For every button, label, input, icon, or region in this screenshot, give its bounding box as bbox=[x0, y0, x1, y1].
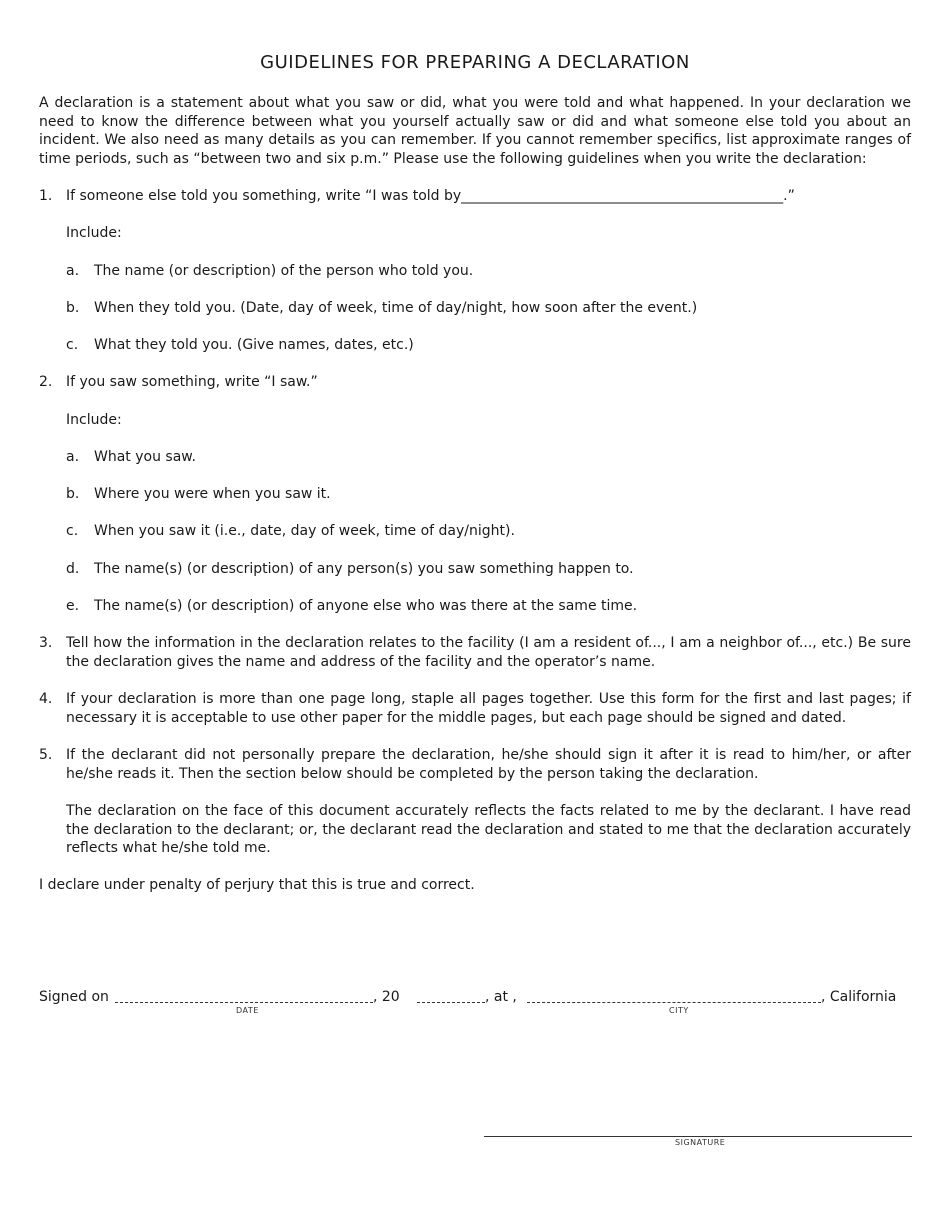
item-1-text: If someone else told you something, write “I was told by______________________________________________.” bbox=[66, 188, 795, 204]
item-3-number: 3. bbox=[39, 635, 53, 651]
signed-on-label: Signed on bbox=[39, 989, 109, 1005]
item-2d-label: d. bbox=[66, 561, 80, 577]
item-5-number: 5. bbox=[39, 747, 53, 763]
item-2c-text: When you saw it (i.e., date, day of week, time of day/night). bbox=[94, 523, 515, 539]
state-label: , California bbox=[821, 989, 897, 1005]
item-1c-text: What they told you. (Give names, dates, etc.) bbox=[94, 337, 414, 353]
year-field[interactable] bbox=[417, 1002, 485, 1003]
city-field[interactable] bbox=[527, 1002, 821, 1003]
item-1c-label: c. bbox=[66, 337, 79, 353]
item-2-text: If you saw something, write “I saw.” bbox=[66, 374, 318, 390]
item-2e-label: e. bbox=[66, 598, 80, 614]
item-2e-text: The name(s) (or description) of anyone else who was there at the same time. bbox=[94, 598, 638, 614]
intro-paragraph: A declaration is a statement about what you saw or did, what you were told and what happened. In your declaration we need to know the difference between what you yourself actually saw or did and what someone else told you about an incident. We also need as many details as you can remember. If you cannot remember specifics, list approximate ranges of time periods, such as “between two and six p.m.” Please use the following guidelines when you write the declaration: bbox=[39, 95, 911, 167]
item-2a-label: a. bbox=[66, 449, 80, 465]
item-1a-text: The name (or description) of the person who told you. bbox=[94, 263, 474, 279]
item-1a-label: a. bbox=[66, 263, 80, 279]
item-5-text: If the declarant did not personally prepare the declaration, he/she should sign it after it is read to him/her, or after he/she reads it. Then the section below should be completed by the person taking the declaration. bbox=[66, 747, 911, 782]
page-title: GUIDELINES FOR PREPARING A DECLARATION bbox=[260, 52, 690, 73]
item-2a-text: What you saw. bbox=[94, 449, 196, 465]
item-2c-label: c. bbox=[66, 523, 79, 539]
date-field-label: DATE bbox=[236, 1006, 259, 1015]
item-1-number: 1. bbox=[39, 188, 53, 204]
city-field-label: CITY bbox=[669, 1006, 689, 1015]
date-field[interactable] bbox=[115, 1002, 373, 1003]
item-2b-text: Where you were when you saw it. bbox=[94, 486, 331, 502]
item-2-include: Include: bbox=[66, 412, 122, 428]
year-prefix: , 20 bbox=[373, 989, 400, 1005]
item-2b-label: b. bbox=[66, 486, 80, 502]
item-4-text: If your declaration is more than one page long, staple all pages together. Use this form for the first and last pages; if necessary it is acceptable to use other paper for the middle pages, but each page should be signed and dated. bbox=[66, 691, 911, 726]
item-2-number: 2. bbox=[39, 374, 53, 390]
perjury-statement: I declare under penalty of perjury that this is true and correct. bbox=[39, 877, 475, 893]
at-label: , at , bbox=[485, 989, 517, 1005]
item-1b-label: b. bbox=[66, 300, 80, 316]
signature-label: SIGNATURE bbox=[675, 1138, 726, 1147]
item-5-attestation-paragraph: The declaration on the face of this document accurately reflects the facts related to me by the declarant. I have read the declaration to the declarant; or, the declarant read the declaration and stated to me that the declaration accurately reflects what he/she told me. bbox=[66, 803, 911, 856]
item-3-text: Tell how the information in the declaration relates to the facility (I am a resident of..., I am a neighbor of..., etc.) Be sure the declaration gives the name and address of the facility and the operator’s name. bbox=[66, 635, 911, 670]
item-2d-text: The name(s) (or description) of any person(s) you saw something happen to. bbox=[94, 561, 634, 577]
signature-line[interactable] bbox=[484, 1136, 912, 1137]
item-4-number: 4. bbox=[39, 691, 53, 707]
item-1b-text: When they told you. (Date, day of week, time of day/night, how soon after the event.) bbox=[94, 300, 698, 316]
item-1-include: Include: bbox=[66, 225, 122, 241]
